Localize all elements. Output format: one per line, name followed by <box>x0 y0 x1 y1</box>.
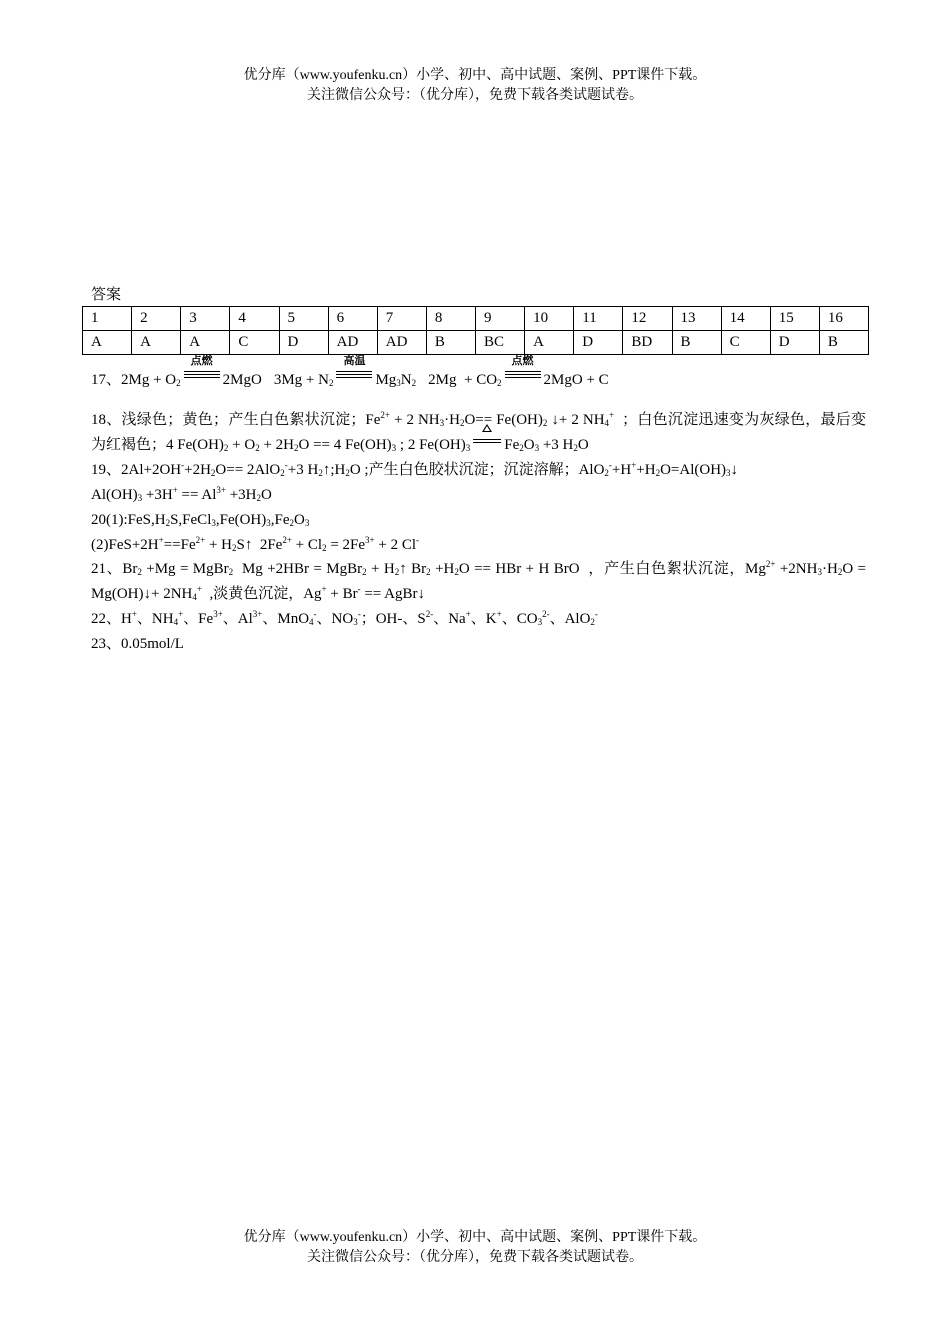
question-number: 16 <box>819 307 868 331</box>
answer-18: 18、浅绿色；黄色；产生白色絮状沉淀；$Fe^{2+} + 2$ $NH_3\cdot H_2O== Fe(OH)_2$ ↓+ 2 $NH_4^+$ ；白色沉淀迅速变为灰绿色，最后变为红褐色；4 $Fe(OH)_2 + O_2 + 2H_2O == 4$ $Fe(OH)_3$ ; 2 $Fe(OH)_3$ $Fe_2O_3 +3$ $H_2O$ <box>91 410 866 453</box>
question-number: 15 <box>770 307 819 331</box>
answer-19: 19、$2Al+2OH^-+2H_2O== 2AlO_2^-+3$ $H_2↑;H_2O$ ;产生白色胶状沉淀；沉淀溶解；$AlO_2^-+H^++H_2O=Al(OH)_3↓$ $Al(OH)_3 +3H^+ == Al^{3+} +3H_2O$ <box>91 460 739 503</box>
question-number: 9 <box>476 307 525 331</box>
high-temp-condition-sign: 高温 <box>336 368 372 382</box>
question-number: 10 <box>525 307 574 331</box>
answer-table <box>82 306 869 355</box>
question-number: 13 <box>672 307 721 331</box>
question-number: 1 <box>83 307 132 331</box>
answer-choice: D <box>279 331 328 355</box>
ignite-condition-sign: 点燃 <box>184 368 220 382</box>
header-line-2: 关注微信公众号：（优分库），免费下载各类试题试卷。 <box>307 88 643 103</box>
answer-choice: C <box>230 331 279 355</box>
question-number: 5 <box>279 307 328 331</box>
answer-20: $20(1):FeS,H_2S,FeCl_3,Fe(OH)_3,Fe_2O_3$ $(2)FeS+2H^+==Fe^{2+}$ + $H_2S↑$ $2Fe^{2+} + Cl_2 = 2Fe^{3+} + 2$ Cl- <box>91 512 419 553</box>
question-number: 12 <box>623 307 672 331</box>
page-footer <box>0 1228 950 1268</box>
question-number: 14 <box>721 307 770 331</box>
answer-choice: A <box>132 331 181 355</box>
answer-choice: A <box>525 331 574 355</box>
footer-line-2: 关注微信公众号：（优分库），免费下载各类试题试卷。 <box>307 1250 643 1265</box>
answer-choice: AD <box>328 331 377 355</box>
answer-choice: D <box>770 331 819 355</box>
question-number: 4 <box>230 307 279 331</box>
answer-21: 21、$Br_2 +Mg$ = MgBr$_2$ Mg +2HBr = MgBr$_2$ + $H_2↑$ $Br_2 +H_2O$ == HBr + H BrO ，产生白色絮状沉淀，$Mg^{2+} +2NH_3\cdot H_2O$ = Mg(OH)↓+ $2NH_4^+$ ,淡黄色沉淀，Ag+ + Br- == AgBr↓ <box>91 559 867 602</box>
answer-17: 17、$2Mg + O_2$ 点燃 2MgO $3Mg + N_2$ 高温 $Mg_3N_2$ $2Mg + CO_2$ 点燃 2MgO + C <box>91 354 609 388</box>
question-number: 3 <box>181 307 230 331</box>
question-number: 6 <box>328 307 377 331</box>
answer-choice: D <box>574 331 623 355</box>
answer-choice: BC <box>476 331 525 355</box>
question-number: 11 <box>574 307 623 331</box>
answer-22: 22、H+、$NH_4^+$、$Fe^{3+}$、$Al^{3+}$、MnO$_4$-、$NO_3^-$；OH-、$S^{2-}$、Na+、K+、$CO_3^{2-}$、AlO$_2$- <box>91 609 598 627</box>
page-header <box>0 66 950 106</box>
answer-number-row <box>83 307 869 331</box>
footer-line-1: 优分库（www.youfenku.cn）小学、初中、高中试题、案例、PPT课件下载。 <box>243 1230 707 1245</box>
ignite-condition-sign: 点燃 <box>505 368 541 382</box>
answer-choice: B <box>426 331 475 355</box>
answer-choice: B <box>819 331 868 355</box>
answer-choice: B <box>672 331 721 355</box>
question-number: 2 <box>132 307 181 331</box>
answer-choice: AD <box>377 331 426 355</box>
header-line-1: 优分库（www.youfenku.cn）小学、初中、高中试题、案例、PPT课件下载。 <box>243 68 707 83</box>
question-number: 7 <box>377 307 426 331</box>
question-number: 8 <box>426 307 475 331</box>
answer-choice-row <box>83 331 869 355</box>
answer-choice: BD <box>623 331 672 355</box>
answer-choice: C <box>721 331 770 355</box>
answer-choice: A <box>83 331 132 355</box>
answer-23: 23、0.05mol/L <box>91 636 184 652</box>
answer-choice: A <box>181 331 230 355</box>
answers-title: 答案 <box>91 287 122 303</box>
heat-condition-sign <box>473 433 501 447</box>
